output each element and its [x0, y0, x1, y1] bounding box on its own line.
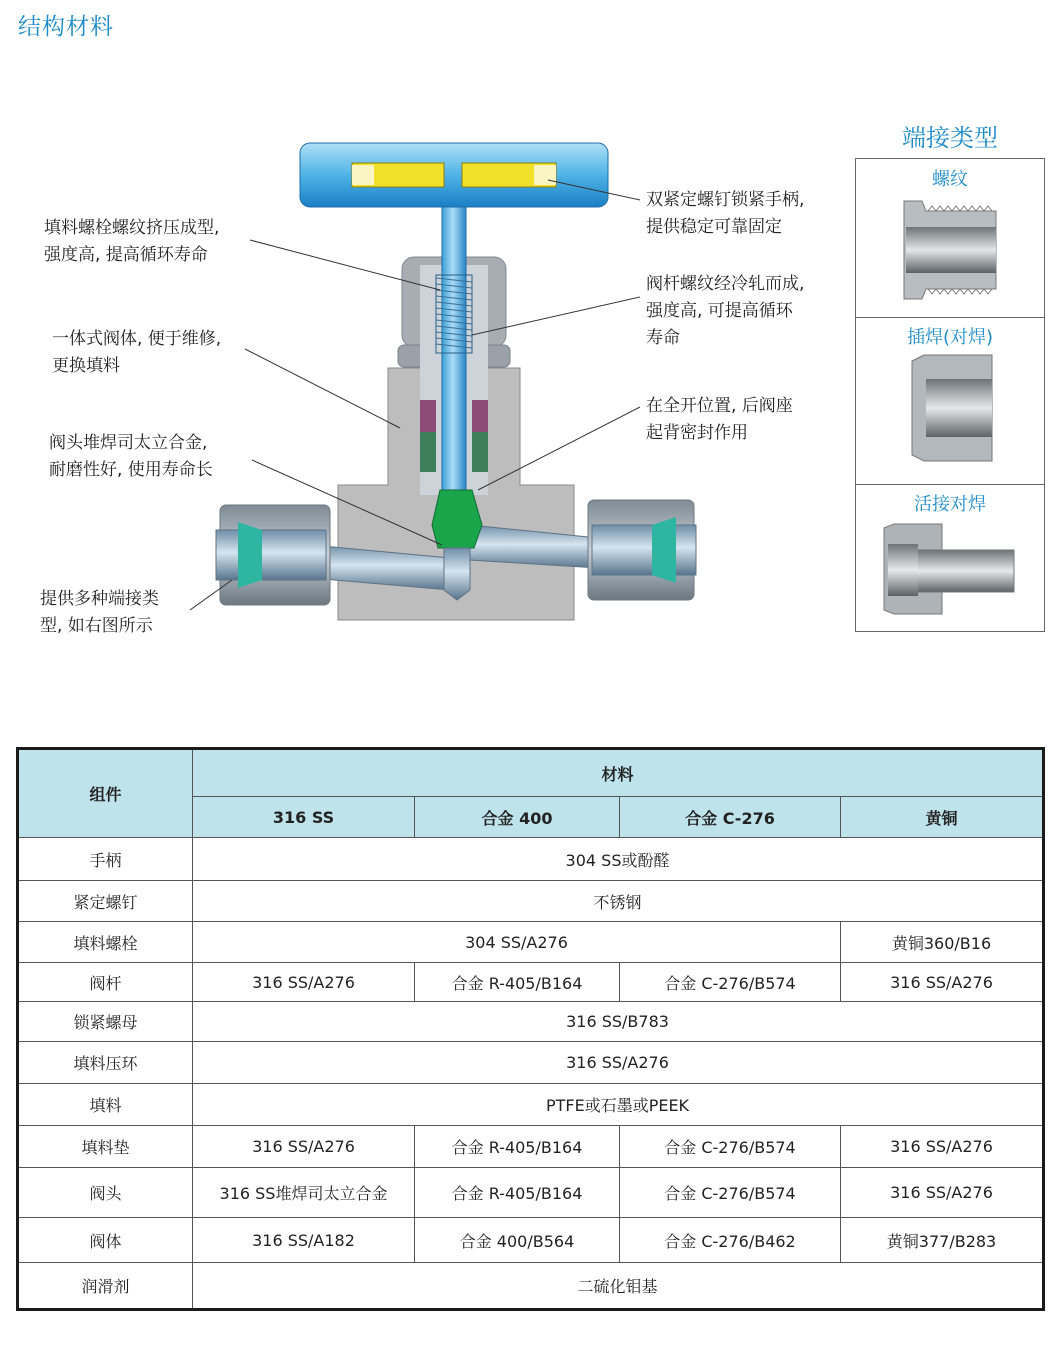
table-cell: 不锈钢 — [193, 881, 1044, 922]
end-type-threaded — [856, 159, 1044, 318]
callout-stem-tip: 阀头堆焊司太立合金, 耐磨性好, 使用寿命长 — [49, 433, 213, 480]
table-row — [18, 963, 1044, 1002]
callout-packing-bolt: 填料螺栓螺纹挤压成型, 强度高, 提高循环寿命 — [44, 218, 220, 265]
table-row — [18, 1042, 1044, 1084]
table-row — [18, 1002, 1044, 1042]
table-cell: 合金 C-276/B574 — [620, 1126, 841, 1168]
table-cell: 合金 R-405/B164 — [415, 1168, 620, 1218]
row-component: 紧定螺钉 — [18, 881, 193, 922]
callout-stem-thread: 阀杆螺纹经冷轧而成, 强度高, 可提高循环 寿命 — [646, 274, 805, 348]
row-component: 润滑剂 — [18, 1263, 193, 1310]
end-type-label: 插焊(对焊) — [906, 327, 994, 348]
threaded-end-icon — [900, 197, 1004, 301]
table-row — [18, 838, 1044, 881]
table-cell: 316 SS/A182 — [193, 1218, 415, 1263]
union-weld-end-icon — [880, 522, 1020, 618]
column-header-alloy-400: 合金 400 — [415, 797, 620, 838]
table-cell: 316 SS/A276 — [841, 963, 1044, 1002]
table-row — [18, 1218, 1044, 1263]
end-type-label: 活接对焊 — [914, 494, 986, 515]
end-types-panel — [855, 158, 1045, 632]
row-component: 填料压环 — [18, 1042, 193, 1084]
table-cell: PTFE或石墨或PEEK — [193, 1084, 1044, 1126]
table-cell: 合金 C-276/B574 — [620, 963, 841, 1002]
table-cell: 316 SS/A276 — [841, 1168, 1044, 1218]
table-cell: 合金 C-276/B462 — [620, 1218, 841, 1263]
table-cell: 316 SS/B783 — [193, 1002, 1044, 1042]
table-row — [18, 922, 1044, 963]
table-cell: 合金 R-405/B164 — [415, 963, 620, 1002]
row-component: 阀体 — [18, 1218, 193, 1263]
column-header-alloy-c276: 合金 C-276 — [620, 797, 841, 838]
table-cell: 合金 400/B564 — [415, 1218, 620, 1263]
table-cell: 316 SS堆焊司太立合金 — [193, 1168, 415, 1218]
table-cell: 316 SS/A276 — [193, 1042, 1044, 1084]
table-cell: 316 SS/A276 — [193, 963, 415, 1002]
table-row — [18, 1263, 1044, 1310]
column-header-brass: 黄铜 — [841, 797, 1044, 838]
section-title: 结构材料 — [18, 14, 114, 40]
column-header-material: 材料 — [193, 749, 1044, 797]
end-type-socket-weld — [856, 317, 1044, 485]
table-cell: 316 SS/A276 — [841, 1126, 1044, 1168]
table-row — [18, 1168, 1044, 1218]
table-row — [18, 1126, 1044, 1168]
materials-table — [16, 747, 1045, 1311]
column-header-component: 组件 — [18, 749, 193, 838]
end-type-union-weld — [856, 484, 1044, 631]
end-type-label: 螺纹 — [932, 169, 968, 190]
table-cell: 304 SS/A276 — [193, 922, 841, 963]
row-component: 阀头 — [18, 1168, 193, 1218]
row-component: 锁紧螺母 — [18, 1002, 193, 1042]
table-cell: 304 SS或酚醛 — [193, 838, 1044, 881]
row-component: 填料螺栓 — [18, 922, 193, 963]
end-types-title: 端接类型 — [902, 124, 998, 152]
table-cell: 黄铜360/B16 — [841, 922, 1044, 963]
callout-end-connections: 提供多种端接类 型, 如右图所示 — [40, 589, 159, 636]
callout-set-screw: 双紧定螺钉锁紧手柄, 提供稳定可靠固定 — [646, 190, 805, 237]
row-component: 阀杆 — [18, 963, 193, 1002]
table-cell: 合金 R-405/B164 — [415, 1126, 620, 1168]
table-row — [18, 881, 1044, 922]
socket-weld-end-icon — [908, 353, 1000, 465]
callout-back-seat: 在全开位置, 后阀座 起背密封作用 — [646, 396, 793, 443]
table-cell: 合金 C-276/B574 — [620, 1168, 841, 1218]
callout-body: 一体式阀体, 便于维修, 更换填料 — [52, 329, 222, 376]
table-cell: 316 SS/A276 — [193, 1126, 415, 1168]
row-component: 手柄 — [18, 838, 193, 881]
table-row — [18, 1084, 1044, 1126]
table-cell: 黄铜377/B283 — [841, 1218, 1044, 1263]
table-cell: 二硫化钼基 — [193, 1263, 1044, 1310]
row-component: 填料垫 — [18, 1126, 193, 1168]
row-component: 填料 — [18, 1084, 193, 1126]
column-header-316ss: 316 SS — [193, 797, 415, 838]
